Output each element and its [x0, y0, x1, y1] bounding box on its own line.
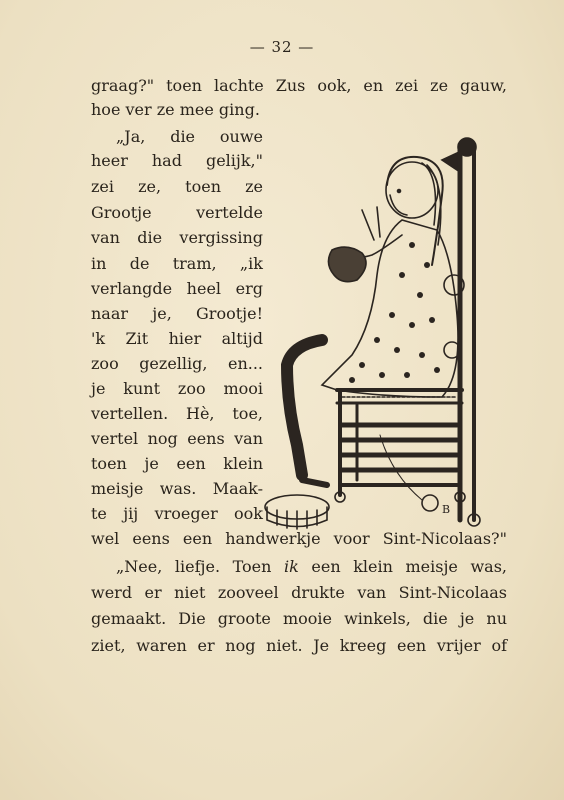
girl-knitting-in-chair-illustration: [262, 135, 507, 535]
text-segment: een klein meisje was,: [298, 557, 508, 576]
text-line: gemaakt. Die groote mooie winkels, die je nu: [91, 609, 507, 628]
text-line: zei ze, toen ze: [91, 177, 263, 196]
text-line: in de tram, „ik: [91, 254, 263, 273]
italic-word: ik: [284, 557, 299, 576]
text-line: meisje was. Maak-: [91, 479, 263, 498]
text-line: wel eens een handwerkje voor Sint-Nicolaas?": [91, 529, 507, 548]
text-segment: „Nee, liefje. Toen: [116, 557, 285, 576]
text-line: 'k Zit hier altijd: [91, 329, 263, 348]
monogram: B: [442, 503, 451, 516]
text-line: graag?" toen lachte Zus ook, en zei ze gauw,: [91, 76, 507, 95]
text-line: werd er niet zooveel drukte van Sint-Nicolaas: [91, 583, 507, 602]
text-line: Grootje vertelde: [91, 203, 263, 222]
text-line: je kunt zoo mooi: [91, 379, 263, 398]
text-line: heer had gelijk,": [91, 151, 263, 170]
text-line: ziet, waren er nog niet. Je kreeg een vrijer of: [91, 636, 507, 655]
text-line: naar je, Grootje!: [91, 304, 263, 323]
text-line: hoe ver ze mee ging.: [91, 100, 260, 119]
page-number: — 32 —: [249, 38, 315, 56]
text-line: „Ja, die ouwe: [116, 127, 263, 146]
text-line: zoo gezellig, en...: [91, 354, 263, 373]
text-line: verlangde heel erg: [91, 279, 263, 298]
text-line-with-italic: [116, 557, 507, 577]
text-line: toen je een klein: [91, 454, 263, 473]
text-line: te jij vroeger ook: [91, 504, 263, 523]
text-line: vertellen. Hè, toe,: [91, 404, 263, 423]
text-line: vertel nog eens van: [91, 429, 263, 448]
text-line: van die vergissing: [91, 228, 263, 247]
